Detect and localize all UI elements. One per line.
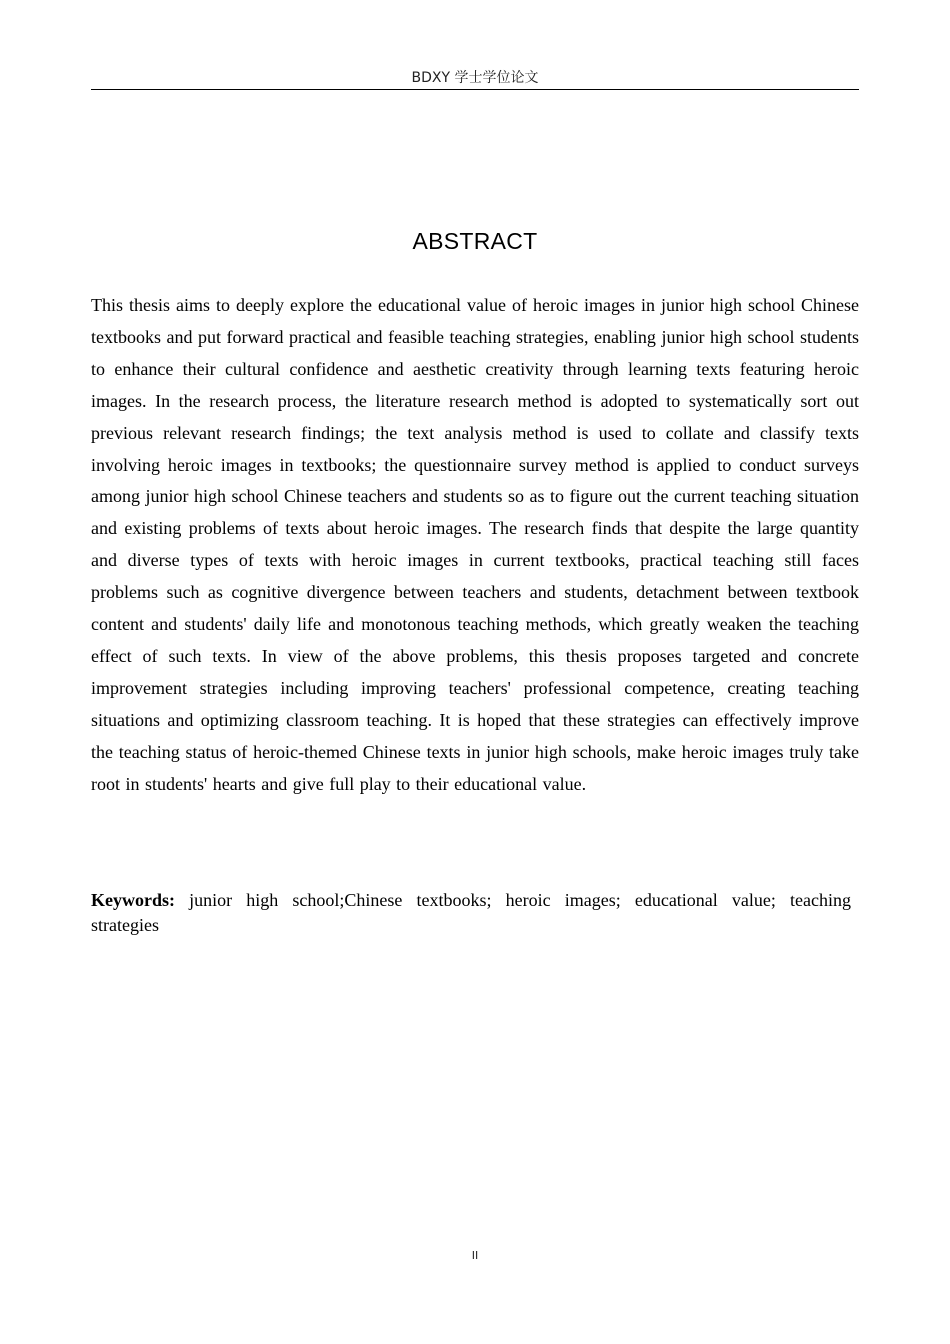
- page-number: II: [471, 1249, 479, 1262]
- keywords-paragraph: [91, 888, 851, 938]
- keywords-text: junior high school;Chinese textbooks; heroic images; educational value; teaching strategies: [91, 890, 852, 935]
- abstract-title: ABSTRACT: [412, 228, 538, 254]
- keywords-label: Keywords:: [91, 890, 175, 910]
- abstract-body: This thesis aims to deeply explore the educational value of heroic images in junior high school Chinese textbooks and put forward practical and feasible teaching strategies, enabling junior high school students to enhance their cultural confidence and aesthetic creativity through learning texts featuring heroic images. In the research process, the literature research method is adopted to systematically sort out previous relevant research findings; the text analysis method is used to collate and classify texts involving heroic images in textbooks; the questionnaire survey method is applied to conduct surveys among junior high school Chinese teachers and students so as to figure out the current teaching situation and existing problems of texts about heroic images. The research finds that despite the large quantity and diverse types of texts with heroic images in current textbooks, practical teaching still faces problems such as cognitive divergence between teachers and students, detachment between textbook content and students' daily life and monotonous teaching methods, which greatly weaken the teaching effect of such texts. In view of the above problems, this thesis proposes targeted and concrete improvement strategies including improving teachers' professional competence, creating teaching situations and optimizing classroom teaching. It is hoped that these strategies can effectively improve the teaching status of heroic-themed Chinese texts in junior high schools, make heroic images truly take root in students' hearts and give full play to their educational value.: [91, 295, 859, 794]
- running-header: BDXY 学士学位论文: [91, 68, 859, 90]
